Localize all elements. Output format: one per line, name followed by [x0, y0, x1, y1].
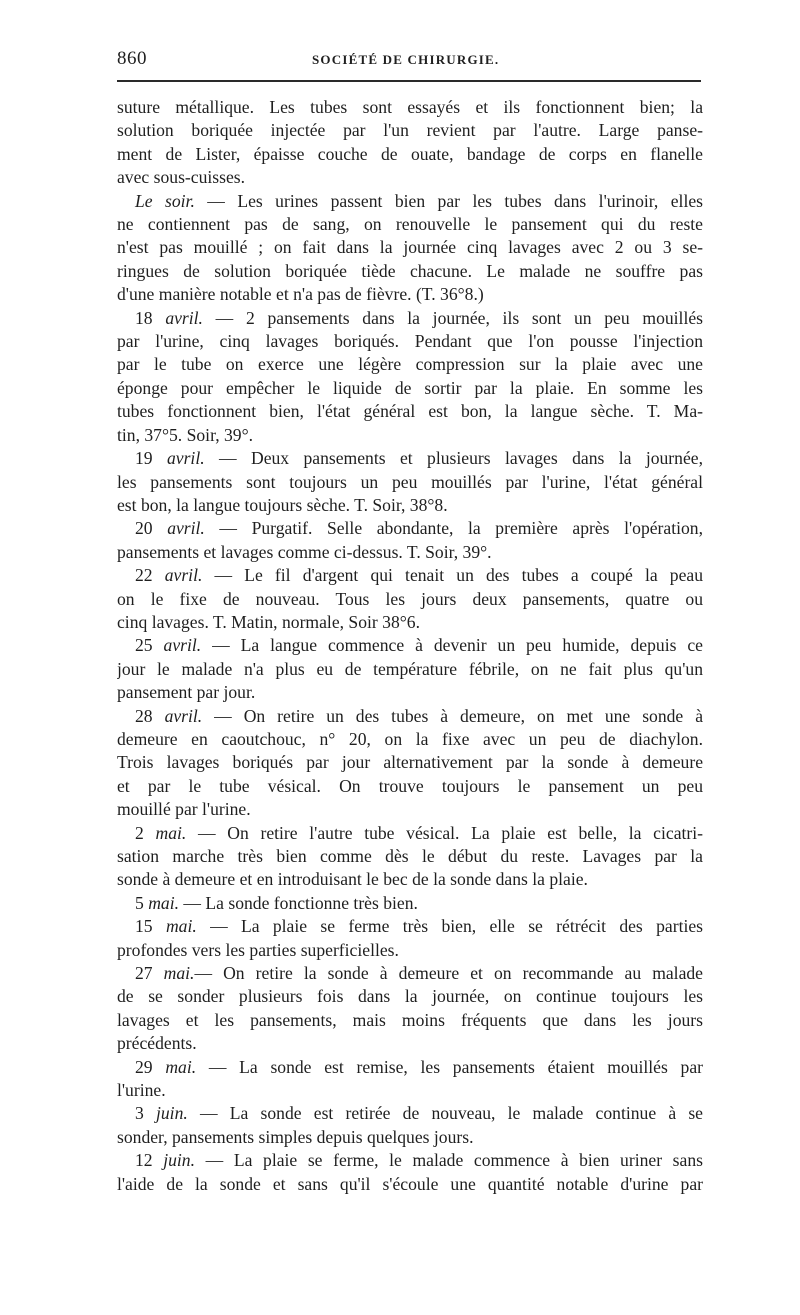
text-line: 25 avril. — La langue commence à devenir un peu humide, depuis ce — [135, 635, 703, 656]
entry-date: avril. — [163, 635, 202, 656]
entry-day: 3 — [135, 1103, 156, 1124]
paragraph — [117, 564, 703, 634]
paragraph — [117, 190, 703, 307]
paragraph — [117, 892, 703, 915]
entry-day: 18 — [135, 307, 166, 328]
text-line: demeure en caoutchouc, n° 20, on la fixe avec un peu de diachylon. — [117, 728, 703, 749]
text-line: de se sonder plusieurs fois dans la journée, on continue toujours les — [117, 986, 703, 1007]
entry-day: 19 — [135, 448, 167, 469]
paragraph — [117, 705, 703, 822]
entry-date: mai. — [148, 892, 179, 913]
entry-day: 29 — [135, 1056, 166, 1077]
entry-day: 12 — [135, 1150, 164, 1171]
text-line: 12 juin. — La plaie se ferme, le malade commence à bien uriner sans — [135, 1150, 703, 1171]
text-line: Le soir. — Les urines passent bien par les tubes dans l'urinoir, elles — [135, 190, 703, 211]
text-line: sonde à demeure et en introduisant le bec de la sonde dans la plaie. — [117, 869, 588, 890]
text-line: est bon, la langue toujours sèche. T. Soir, 38°8. — [117, 494, 448, 515]
text-line: tin, 37°5. Soir, 39°. — [117, 424, 254, 445]
paragraph — [117, 1102, 703, 1149]
text-line: jour le malade n'a plus eu de température fébrile, on ne fait plus qu'un — [117, 658, 703, 679]
text-line: précédents. — [117, 1033, 197, 1054]
entry-day: 2 — [135, 822, 156, 843]
text-line: pansements et lavages comme ci-dessus. T. Soir, 39°. — [117, 541, 492, 562]
paragraph — [117, 962, 703, 1056]
text-line: d'une manière notable et n'a pas de fièvre. (T. 36°8.) — [117, 284, 484, 305]
text-line: 5 mai. — La sonde fonctionne très bien. — [135, 892, 418, 913]
paragraph — [117, 96, 703, 190]
text-line: lavages et les pansements, mais moins fréquents que dans les jours — [117, 1009, 703, 1030]
text-line: ne contiennent pas de sang, on renouvelle le pansement qui du reste — [117, 214, 703, 235]
entry-date: mai. — [163, 963, 195, 984]
paragraph — [117, 634, 703, 704]
text-line: l'aide de la sonde et sans qu'il s'écoule une quantité notable d'urine par — [117, 1173, 703, 1194]
text-line: cinq lavages. T. Matin, normale, Soir 38°6. — [117, 611, 420, 632]
text-line: éponge pour empêcher le liquide de sortir par la plaie. En somme les — [117, 377, 703, 398]
entry-date: avril. — [164, 565, 203, 586]
text-line: sonder, pansements simples depuis quelques jours. — [117, 1126, 474, 1147]
text-line: on le fixe de nouveau. Tous les jours deux pansements, quatre ou — [117, 588, 703, 609]
text-line: 27 mai.— On retire la sonde à demeure et on recommande au malade — [135, 963, 703, 984]
paragraph — [117, 822, 703, 892]
text-line: profondes vers les parties superficielles. — [117, 939, 399, 960]
text-line: 2 mai. — On retire l'autre tube vésical. La plaie est belle, la cicatri- — [135, 822, 703, 843]
entry-date: avril. — [165, 307, 203, 328]
text-line: 22 avril. — Le fil d'argent qui tenait un des tubes a coupé la peau — [135, 565, 703, 586]
text-line: les pansements sont toujours un peu mouillés par l'urine, l'état général — [117, 471, 703, 492]
text-line: 18 avril. — 2 pansements dans la journée, ils sont un peu mouillés — [135, 307, 703, 328]
text-line: par le tube on exerce une légère compression sur la plaie avec une — [117, 354, 703, 375]
text-line: 3 juin. — La sonde est retirée de nouveau, le malade continue à se — [135, 1103, 703, 1124]
text-line: par l'urine, cinq lavages boriqués. Pendant que l'on pousse l'injection — [117, 331, 703, 352]
entry-date: avril. — [166, 448, 205, 469]
text-line: mouillé par l'urine. — [117, 799, 251, 820]
running-title: SOCIÉTÉ DE CHIRURGIE. — [312, 52, 500, 67]
text-line: ment de Lister, épaisse couche de ouate, bandage de corps en flanelle — [117, 143, 703, 164]
text-line: suture métallique. Les tubes sont essayés et ils fonctionnent bien; la — [117, 97, 703, 117]
entry-day: 28 — [135, 705, 165, 726]
entry-day: 27 — [135, 963, 164, 984]
text-line: Trois lavages boriqués par jour alternativement par la sonde à demeure — [117, 752, 703, 773]
page-header — [117, 44, 703, 74]
paragraph — [117, 1149, 703, 1196]
text-line: 19 avril. — Deux pansements et plusieurs lavages dans la journée, — [135, 448, 703, 469]
entry-day: 20 — [135, 518, 168, 539]
body-text — [117, 96, 703, 1196]
text-line: 15 mai. — La plaie se ferme très bien, elle se rétrécit des parties — [135, 916, 703, 937]
entry-day: 5 — [135, 892, 149, 913]
text-line: tubes fonctionnent bien, l'état général est bon, la langue sèche. T. Ma- — [117, 401, 703, 422]
header-rule — [117, 80, 701, 82]
paragraph — [117, 517, 703, 564]
entry-date: mai. — [155, 822, 187, 843]
text-line: n'est pas mouillé ; on fait dans la journée cinq lavages avec 2 ou 3 se- — [117, 237, 703, 258]
paragraph — [117, 1056, 703, 1103]
entry-day: 25 — [135, 635, 164, 656]
entry-date: juin. — [156, 1103, 188, 1124]
entry-date: mai. — [165, 916, 197, 937]
entry-date: Le soir. — [135, 190, 195, 211]
text-line: solution boriquée injectée par l'un revient par l'autre. Large panse- — [117, 120, 703, 141]
text-line: 29 mai. — La sonde est remise, les pansements étaient mouillés par — [135, 1056, 703, 1077]
entry-date: avril. — [164, 705, 203, 726]
entry-date: avril. — [167, 518, 205, 539]
text-line: sation marche très bien comme dès le début du reste. Lavages par la — [117, 846, 703, 866]
text-line: 28 avril. — On retire un des tubes à demeure, on met une sonde à — [135, 705, 703, 726]
paragraph — [117, 307, 703, 447]
entry-day: 22 — [135, 565, 165, 586]
page-number: 860 — [117, 48, 147, 69]
text-line: ringues de solution boriquée tiède chacune. Le malade ne souffre pas — [117, 260, 703, 281]
text-line: pansement par jour. — [117, 682, 256, 703]
text-line: 20 avril. — Purgatif. Selle abondante, la première après l'opération, — [135, 518, 703, 539]
paragraph — [117, 915, 703, 962]
entry-date: mai. — [165, 1056, 197, 1077]
paragraph — [117, 447, 703, 517]
entry-day: 15 — [135, 916, 166, 937]
text-line: l'urine. — [117, 1080, 166, 1101]
entry-date: juin. — [163, 1150, 195, 1171]
text-line: avec sous-cuisses. — [117, 167, 246, 188]
text-line: et par le tube vésical. On trouve toujours le pansement un peu — [117, 775, 703, 796]
